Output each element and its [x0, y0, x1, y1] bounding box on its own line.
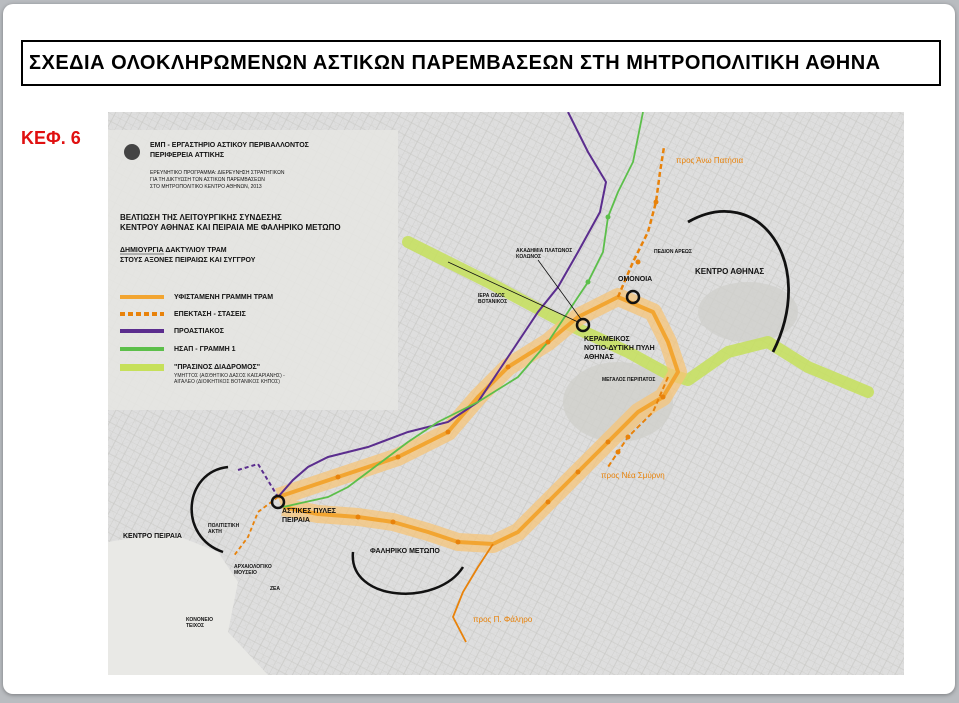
- legend-swatch-metro: [120, 347, 164, 351]
- title-box: [21, 40, 941, 86]
- label-politistiki-2: ΑΚΤΗ: [208, 529, 222, 535]
- legend-note-2: ΑΙΓΑΛΕΟ (ΔΙΟΙΚΗΤΙΚΟΣ ΒΟΤΑΝΙΚΟΣ ΚΗΠΟΣ): [174, 379, 280, 385]
- label-kononeio-2: ΤΕΙΧΟΣ: [186, 623, 205, 629]
- label-pros-nea-smyrni: προς Νέα Σμύρνη: [601, 471, 665, 480]
- label-archaiologiko-2: ΜΟΥΣΕΙΟ: [234, 570, 257, 576]
- map-image: [108, 112, 904, 675]
- legend-label-metro: ΗΣΑΠ - ΓΡΑΜΜΗ 1: [174, 345, 236, 353]
- label-kentro-athinas: ΚΕΝΤΡΟ ΑΘΗΝΑΣ: [695, 267, 765, 276]
- org-line-1: ΕΜΠ - ΕΡΓΑΣΤΗΡΙΟ ΑΣΤΙΚΟΥ ΠΕΡΙΒΑΛΛΟΝΤΟΣ: [150, 142, 309, 149]
- legend-item-green-corridor: [120, 362, 260, 372]
- program-line-1: ΕΡΕΥΝΗΤΙΚΟ ΠΡΟΓΡΑΜΜΑ: ΔΙΕΡΕΥΝΗΣΗ ΣΤΡΑΤΗΓΙΚΩΝ: [150, 170, 285, 176]
- label-astikes-pyles-1: ΑΣΤΙΚΕΣ ΠΥΛΕΣ: [282, 508, 336, 515]
- label-iera-odos-2: ΒΟΤΑΝΙΚΟΣ: [478, 299, 508, 305]
- legend-swatch-suburban: [120, 329, 164, 333]
- label-akadimia-2: ΚΟΛΩΝΟΣ: [516, 254, 541, 260]
- legend-label-tram: ΥΦΙΣΤΑΜΕΝΗ ΓΡΑΜΜΗ ΤΡΑΜ: [174, 293, 274, 301]
- legend-item-extension: [120, 309, 246, 319]
- label-kononeio-1: ΚΟΝΟΝΕΙΟ: [186, 617, 213, 623]
- label-pedion-areos: ΠΕΔΙΟΝ ΑΡΕΩΣ: [654, 249, 692, 255]
- label-pros-ano-patisia: προς Άνω Πατήσια: [676, 156, 744, 165]
- label-archaiologiko-1: ΑΡΧΑΙΟΛΟΓΙΚΟ: [234, 564, 272, 570]
- program-line-2: ΓΙΑ ΤΗ ΔΙΚΤΥΩΣΗ ΤΩΝ ΑΣΤΙΚΩΝ ΠΑΡΕΜΒΑΣΕΩΝ: [150, 177, 265, 183]
- chapter-label: ΚΕΦ. 6: [21, 128, 81, 148]
- label-iera-odos-1: ΙΕΡΑ ΟΔΟΣ: [478, 293, 505, 299]
- label-faliriko-metopo: ΦΑΛΗΡΙΚΟ ΜΕΤΩΠΟ: [370, 548, 440, 555]
- label-kerameikos-1: ΚΕΡΑΜΕΙΚΟΣ: [584, 336, 630, 343]
- action-line-2: ΣΤΟΥΣ ΑΞΟΝΕΣ ΠΕΙΡΑΙΩΣ ΚΑΙ ΣΥΓΓΡΟΥ: [120, 257, 256, 264]
- label-kerameikos-2: ΝΟΤΙΟ-ΔΥΤΙΚΗ ΠΥΛΗ: [584, 345, 655, 352]
- org-line-2: ΠΕΡΙΦΕΡΕΙΑ ΑΤΤΙΚΗΣ: [150, 152, 225, 159]
- legend-label-green: "ΠΡΑΣΙΝΟΣ ΔΙΑΔΡΟΜΟΣ": [174, 363, 261, 371]
- label-pros-p-faliro: προς Π. Φάληρο: [473, 615, 533, 624]
- legend-item-tram: [120, 292, 273, 302]
- label-zea: ΖΕΑ: [270, 586, 280, 592]
- legend-label-extension: ΕΠΕΚΤΑΣΗ - ΣΤΑΣΕΙΣ: [174, 310, 246, 318]
- label-omonoia: ΟΜΟΝΟΙΑ: [618, 276, 653, 283]
- label-kentro-peiraia: ΚΕΝΤΡΟ ΠΕΙΡΑΙΑ: [123, 533, 182, 540]
- university-seal-icon: [124, 144, 140, 160]
- legend-swatch-tram: [120, 295, 164, 299]
- map-canvas: [108, 112, 904, 675]
- subtitle-line-1: ΒΕΛΤΙΩΣΗ ΤΗΣ ΛΕΙΤΟΥΡΓΙΚΗΣ ΣΥΝΔΕΣΗΣ: [120, 213, 282, 222]
- label-politistiki-1: ΠΟΛΙΤΙΣΤΙΚΗ: [208, 523, 240, 529]
- label-kerameikos-3: ΑΘΗΝΑΣ: [584, 354, 614, 361]
- legend-label-suburban: ΠΡΟΑΣΤΙΑΚΟΣ: [174, 327, 224, 335]
- subtitle-line-2: ΚΕΝΤΡΟΥ ΑΘΗΝΑΣ ΚΑΙ ΠΕΙΡΑΙΑ ΜΕ ΦΑΛΗΡΙΚΟ ΜΕΤΩΠΟ: [120, 223, 341, 232]
- legend-item-metro: [120, 344, 236, 354]
- map-legend: [120, 292, 320, 392]
- program-line-3: ΣΤΟ ΜΗΤΡΟΠΟΛΙΤΙΚΟ ΚΕΝΤΡΟ ΑΘΗΝΩΝ, 2013: [150, 184, 262, 190]
- legend-note-1: ΥΜΗΤΤΟΣ (ΑΙΣΘΗΤΙΚΟ ΔΑΣΟΣ ΚΑΙΣΑΡΙΑΝΗΣ) -: [174, 373, 285, 379]
- label-megalos-peripatos: ΜΕΓΑΛΟΣ ΠΕΡΙΠΑΤΟΣ: [602, 377, 656, 383]
- label-akadimia-1: ΑΚΑΔΗΜΙΑ ΠΛΑΤΩΝΟΣ: [516, 248, 573, 254]
- legend-swatch-green: [120, 364, 164, 371]
- slide-title: ΣΧΕΔΙΑ ΟΛΟΚΛΗΡΩΜΕΝΩΝ ΑΣΤΙΚΩΝ ΠΑΡΕΜΒΑΣΕΩΝ ΣΤΗ ΜΗΤΡΟΠΟΛΙΤΙΚΗ ΑΘΗΝΑ: [29, 51, 881, 74]
- action-line-1: ΔΗΜΙΟΥΡΓΙΑ ΔΑΚΤΥΛΙΟΥ ΤΡΑΜ: [120, 247, 227, 254]
- legend-item-suburban: [120, 326, 224, 336]
- label-astikes-pyles-2: ΠΕΙΡΑΙΑ: [282, 517, 310, 524]
- legend-swatch-extension: [120, 312, 164, 316]
